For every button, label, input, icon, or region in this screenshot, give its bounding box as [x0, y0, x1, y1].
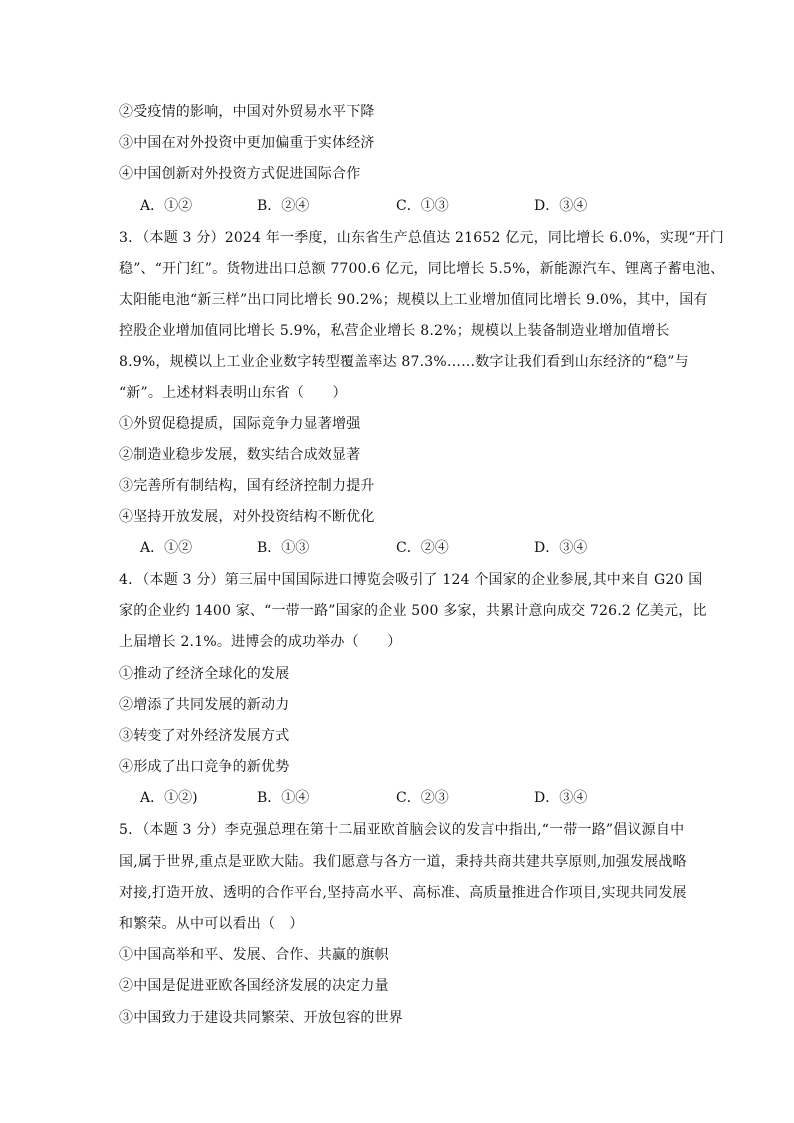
q5-stem-line-3: 对接,打造开放、透明的合作平台,坚持高水平、高标准、高质量推进合作项目,实现共同发展: [119, 885, 687, 901]
q4-stem-line-1: 4．（本题 3 分）第三届中国国际进口博览会吸引了 124 个国家的企业参展,其中来自 G20 国: [119, 572, 703, 588]
q5-stem-line-4: 和繁荣。从中可以看出（ ）: [119, 916, 304, 932]
q2-item-3: ③中国在对外投资中更加偏重于实体经济: [119, 135, 375, 151]
q3-item-3: ③完善所有制结构，国有经济控制力提升: [119, 478, 375, 494]
q2-option-c[interactable]: C．①③: [396, 198, 449, 214]
q2-option-b[interactable]: B．②④: [257, 198, 310, 214]
q4-item-3: ③转变了对外经济发展方式: [119, 728, 290, 744]
q4-option-b[interactable]: B．①④: [257, 790, 310, 806]
q4-item-2: ②增添了共同发展的新动力: [119, 697, 290, 713]
q3-option-b[interactable]: B．①③: [257, 540, 310, 556]
q2-option-d[interactable]: D．③④: [534, 198, 588, 214]
q4-option-a[interactable]: A．①②): [140, 790, 198, 806]
q3-stem-line-2: 稳”、“开门红”。货物进出口总额 7700.6 亿元，同比增长 5.5%，新能源汽车、锂离子蓄电池、: [119, 261, 725, 277]
q3-stem-line-6: “新”。上述材料表明山东省（ ）: [119, 385, 347, 401]
q4-item-4: ④形成了出口竞争的新优势: [119, 759, 290, 775]
q3-option-a[interactable]: A．①②: [140, 540, 193, 556]
q3-option-d[interactable]: D．③④: [534, 540, 588, 556]
q5-item-1: ①中国高举和平、发展、合作、共赢的旗帜: [119, 947, 389, 963]
q4-stem-line-2: 家的企业约 1400 家、“一带一路”国家的企业 500 多家，共累计意向成交 726.2 亿美元，比: [119, 603, 707, 619]
q3-stem-line-3: 太阳能电池“新三样”出口同比增长 90.2%；规模以上工业增加值同比增长 9.0%，其中，国有: [119, 292, 708, 308]
q4-option-c[interactable]: C．②③: [396, 790, 449, 806]
q3-item-1: ①外贸促稳提质，国际竞争力显著增强: [119, 416, 361, 432]
q3-stem-line-4: 控股企业增加值同比增长 5.9%，私营企业增长 8.2%；规模以上装备制造业增加值增长: [119, 323, 670, 339]
q5-item-3: ③中国致力于建设共同繁荣、开放包容的世界: [119, 1010, 403, 1026]
q5-stem-line-2: 国,属于世界,重点是亚欧大陆。我们愿意与各方一道，秉持共商共建共享原则,加强发展战略: [119, 854, 687, 870]
q3-option-c[interactable]: C．②④: [396, 540, 449, 556]
q4-stem-line-3: 上届增长 2.1%。进博会的成功举办（ ）: [119, 634, 402, 650]
q5-item-2: ②中国是促进亚欧各国经济发展的决定力量: [119, 978, 389, 994]
q5-stem-line-1: 5．（本题 3 分）李克强总理在第十二届亚欧首脑会议的发言中指出,“一带一路”倡议源自中: [119, 822, 685, 838]
q2-option-a[interactable]: A．①②: [140, 198, 193, 214]
q3-item-2: ②制造业稳步发展，数实结合成效显著: [119, 447, 361, 463]
q4-option-d[interactable]: D．③④: [534, 790, 588, 806]
q3-stem-line-1: 3．（本题 3 分）2024 年一季度，山东省生产总值达 21652 亿元，同比增长 6.0%，实现“开门: [119, 230, 725, 246]
q2-item-2: ②受疫情的影响，中国对外贸易水平下降: [119, 104, 375, 120]
q2-item-4: ④中国创新对外投资方式促进国际合作: [119, 166, 361, 182]
q4-item-1: ①推动了经济全球化的发展: [119, 666, 290, 682]
q3-stem-line-5: 8.9%，规模以上工业企业数字转型覆盖率达 87.3%……数字让我们看到山东经济的“稳”与: [119, 354, 689, 370]
q3-item-4: ④坚持开放发展，对外投资结构不断优化: [119, 509, 375, 525]
